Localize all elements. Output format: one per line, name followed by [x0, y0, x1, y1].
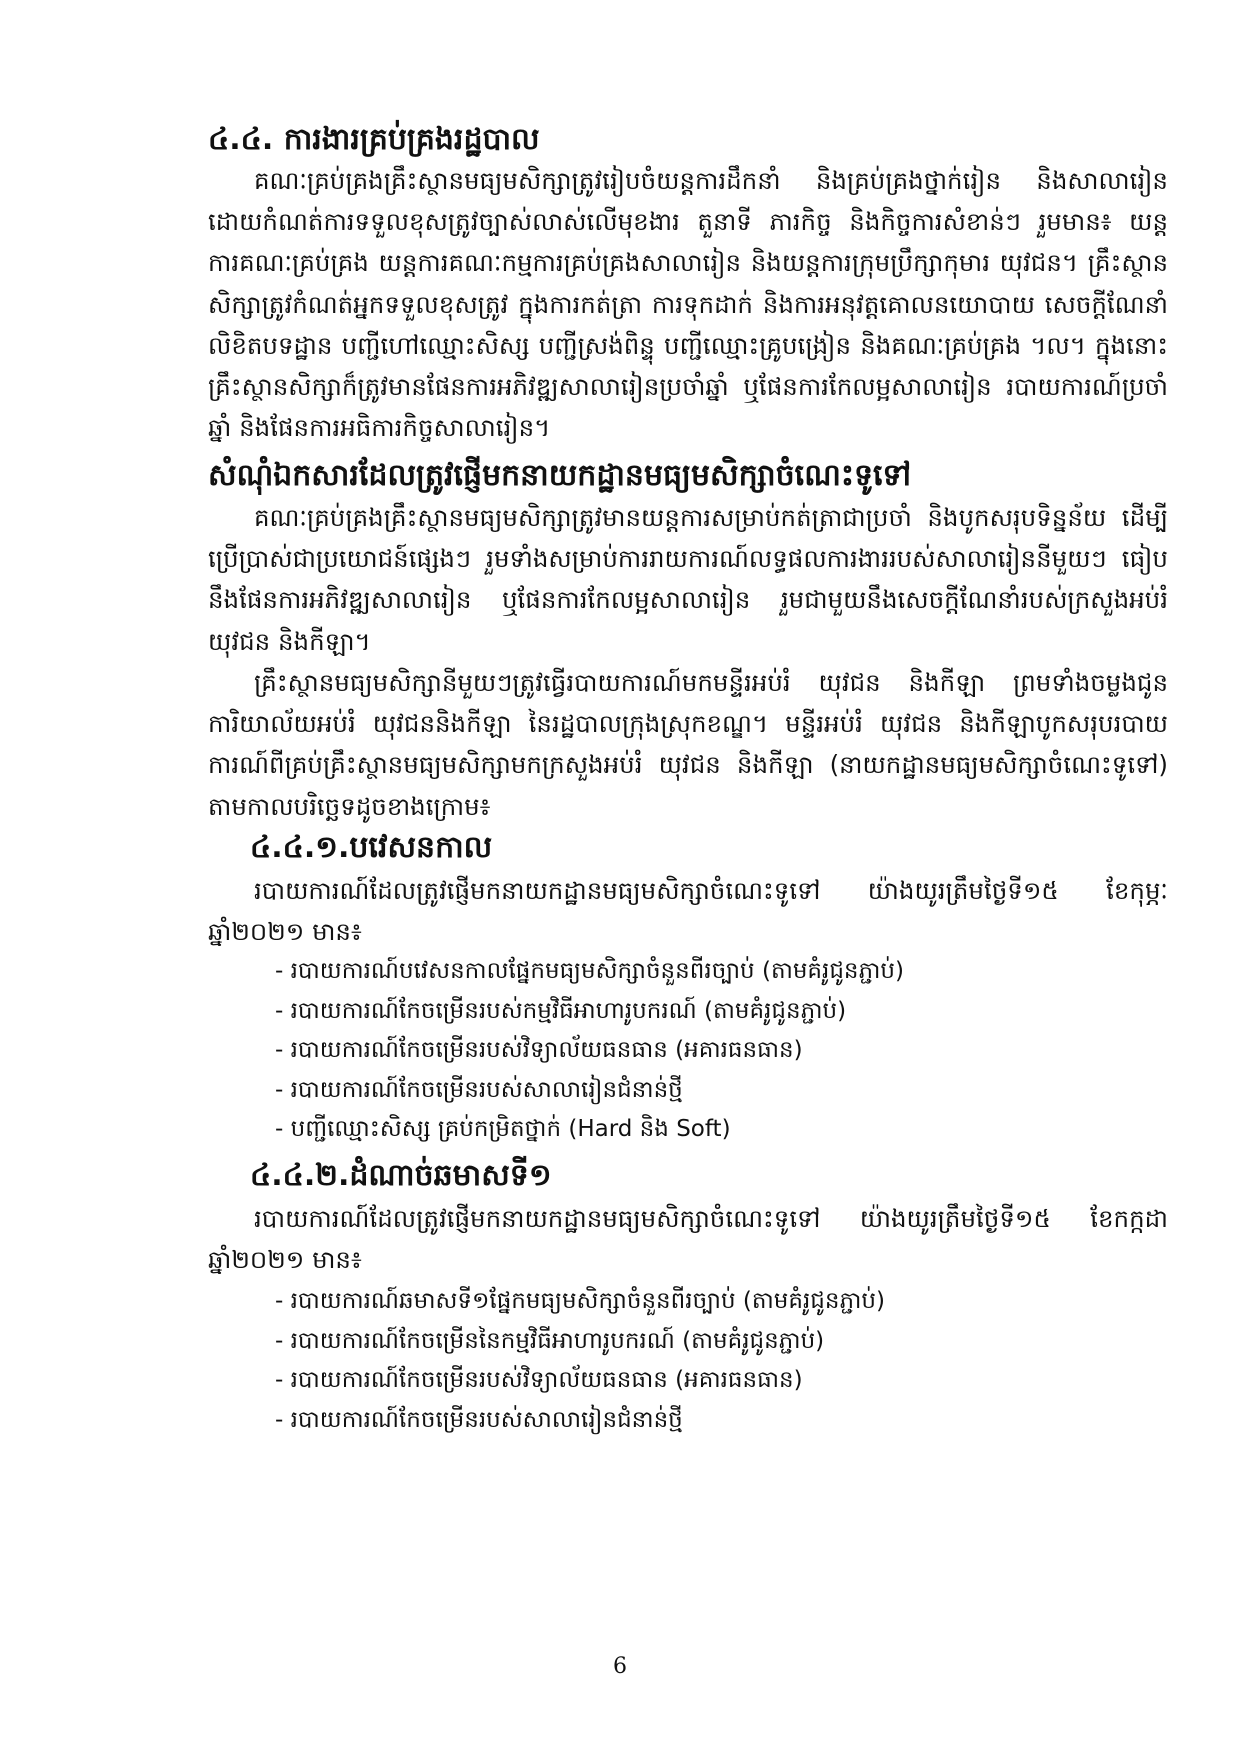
list-item: - របាយការណ៍កែចម្រើនរបស់សាលារៀនជំនាន់ថ្មី — [275, 1406, 683, 1433]
section-4-4-1-paragraph: របាយការណ៍ដែលត្រូវផ្ញើមកនាយកដ្ឋានមធ្យមសិក្សាចំណេះទូទៅ យ៉ាងយូរត្រឹមថ្ងៃទី១៥ ខែកុម្ភៈ ឆ្នាំ២០២១ មាន៖ — [208, 876, 1168, 947]
list-item: - របាយការណ៍បវេសនកាលផ្នែកមធ្យមសិក្សាចំនួនពីរច្បាប់ (តាមគំរូជូនភ្ជាប់) — [275, 958, 905, 984]
section-heading-4-4-2: ៤.៤.២.ដំណាច់ឆមាសទី១ — [250, 1158, 552, 1193]
section-4-4-2-paragraph: របាយការណ៍ដែលត្រូវផ្ញើមកនាយកដ្ឋានមធ្យមសិក្សាចំណេះទូទៅ យ៉ាងយូរត្រឹមថ្ងៃទី១៥ ខែកក្កដា ឆ្នាំ២០២១ មាន៖ — [208, 1204, 1168, 1275]
section-heading-4-4-1: ៤.៤.១.បវេសនកាល — [250, 830, 493, 865]
section-heading-4-4: ៤.៤. ការងារគ្រប់គ្រងរដ្ឋបាល — [208, 122, 540, 157]
list-item: - បញ្ជីឈ្មោះសិស្ស គ្រប់កម្រិតថ្នាក់ (Hard និង Soft) — [275, 1116, 731, 1142]
section-4-4-paragraph: គណៈគ្រប់គ្រងគ្រឹះស្ថានមធ្យមសិក្សាត្រូវរៀបចំយន្តការដឹកនាំ និងគ្រប់គ្រងថ្នាក់រៀន និងសាលារៀន ដោយកំណត់ការទទួលខុសត្រូវច្បាស់លាស់លើមុខងារ តួនាទី ភារកិច្ច និងកិច្ចការសំខាន់ៗ រួមមាន៖ យន្តការគណៈគ្រប់គ្រង យន្តការគណៈកម្មការគ្រប់គ្រងសាលារៀន និងយន្តការក្រុមប្រឹក្សាកុមារ យុវជន។ គ្រឹះស្ថានសិក្សាត្រូវកំណត់អ្នកទទួលខុសត្រូវ ក្នុងការកត់ត្រា ការទុកដាក់ និងការអនុវត្តគោលនយោបាយ សេចក្តីណែនាំ លិខិតបទដ្ឋាន បញ្ជីហៅឈ្មោះសិស្ស បញ្ជីស្រង់ពិន្ទុ បញ្ជីឈ្មោះគ្រូបង្រៀន និងគណៈគ្រប់គ្រង ។ល។ ក្នុងនោះ គ្រឹះស្ថានសិក្សាក៏ត្រូវមានផែនការអភិវឌ្ឍសាលារៀនប្រចាំឆ្នាំ ឬផែនការកែលម្អសាលារៀន របាយការណ៍ប្រចាំឆ្នាំ និងផែនការអធិការកិច្ចសាលារៀន។ — [208, 166, 1168, 443]
section-4-4-1-list — [275, 952, 904, 1150]
list-item: - របាយការណ៍កែចម្រើនរបស់កម្មវិធីអាហារូបករណ៍ (តាមគំរូជូនភ្ជាប់) — [275, 997, 847, 1024]
section-4-4-2-list — [275, 1282, 885, 1440]
list-item: - របាយការណ៍កែចម្រើនរបស់វិទ្យាល័យធនធាន (អគារធនធាន) — [275, 1367, 803, 1393]
list-item: - របាយការណ៍ឆមាសទី១ផ្នែកមធ្យមសិក្សាចំនួនពីរច្បាប់ (តាមគំរូជូនភ្ជាប់) — [275, 1288, 885, 1314]
list-item: - របាយការណ៍កែចម្រើននៃកម្មវិធីអាហារូបករណ៍ (តាមគំរូជូនភ្ជាប់) — [275, 1327, 825, 1354]
page-number: 6 — [613, 1654, 627, 1679]
documents-paragraph-1: គណៈគ្រប់គ្រងគ្រឹះស្ថានមធ្យមសិក្សាត្រូវមានយន្តការសម្រាប់កត់ត្រាជាប្រចាំ និងបូកសរុបទិន្នន័យ ដើម្បីប្រើប្រាស់ជាប្រយោជន៍ផ្សេងៗ រួមទាំងសម្រាប់ការរាយការណ៍លទ្ធផលការងាររបស់សាលារៀននីមួយៗ ធៀបនឹងផែនការអភិវឌ្ឍសាលារៀន ឬផែនការកែលម្អសាលារៀន រួមជាមួយនឹងសេចក្តីណែនាំរបស់ក្រសួងអប់រំ យុវជន និងកីឡា។ — [208, 503, 1168, 656]
documents-paragraph-2: គ្រឹះស្ថានមធ្យមសិក្សានីមួយៗត្រូវធ្វើរបាយការណ៍មកមន្ទីរអប់រំ យុវជន និងកីឡា ព្រមទាំងចម្លងជូនការិយាល័យអប់រំ យុវជននិងកីឡា នៃរដ្ឋបាលក្រុងស្រុកខណ្ឌ។ មន្ទីរអប់រំ យុវជន និងកីឡាបូកសរុបរបាយការណ៍ពីគ្រប់គ្រឹះស្ថានមធ្យមសិក្សាមកក្រសួងអប់រំ យុវជន និងកីឡា (នាយកដ្ឋានមធ្យមសិក្សាចំណេះទូទៅ) តាមកាលបរិច្ឆេទដូចខាងក្រោម៖ — [208, 668, 1168, 821]
list-item: - របាយការណ៍កែចម្រើនរបស់សាលារៀនជំនាន់ថ្មី — [275, 1076, 683, 1103]
documents-heading: សំណុំឯកសារដែលត្រូវផ្ញើមកនាយកដ្ឋានមធ្យមសិក្សាចំណេះទូទៅ — [208, 458, 912, 493]
list-item: - របាយការណ៍កែចម្រើនរបស់វិទ្យាល័យធនធាន (អគារធនធាន) — [275, 1037, 803, 1063]
